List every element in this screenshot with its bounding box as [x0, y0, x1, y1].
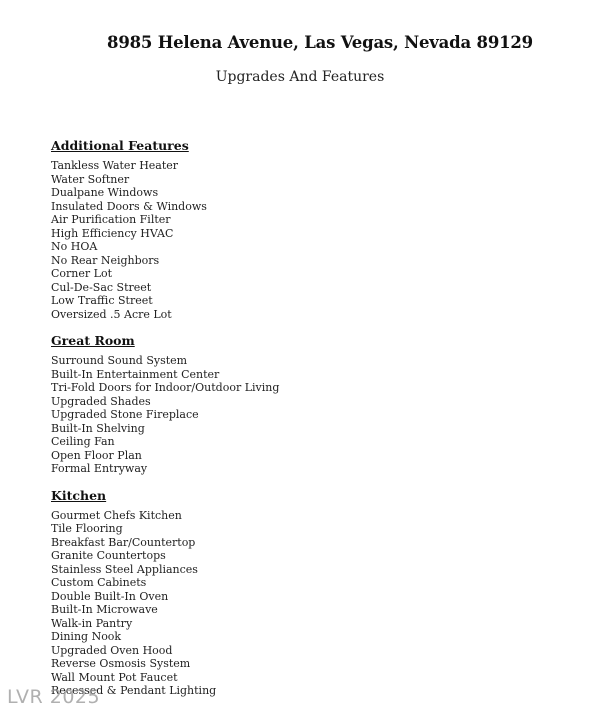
- document-subtitle: Upgrades And Features: [215, 69, 385, 85]
- list-item: Built-In Microwave: [51, 603, 158, 616]
- list-item: Gourmet Chefs Kitchen: [51, 508, 182, 522]
- section-heading: Additional Features: [51, 138, 189, 153]
- list-item: Reverse Osmosis System: [51, 657, 191, 670]
- list-item: No Rear Neighbors: [51, 253, 160, 267]
- list-item: Stainless Steel Appliances: [51, 562, 198, 576]
- list-item: Tile Flooring: [51, 522, 123, 535]
- list-item: Surround Sound System: [51, 354, 188, 367]
- list-item: Dining Nook: [51, 630, 122, 643]
- list-item: Corner Lot: [51, 267, 112, 280]
- list-item: Insulated Doors & Windows: [51, 199, 207, 213]
- list-item: Wall Mount Pot Faucet: [51, 670, 178, 684]
- list-item: Low Traffic Street: [51, 294, 153, 307]
- list-item: Walk-in Pantry: [51, 616, 133, 630]
- list-item: Custom Cabinets: [51, 576, 147, 589]
- list-item: Granite Countertops: [51, 549, 166, 562]
- list-item: Air Purification Filter: [51, 213, 171, 226]
- watermark: LVR 2025: [7, 686, 101, 708]
- feature-list: [51, 159, 591, 321]
- features-sections: [51, 138, 591, 710]
- section-heading: Great Room: [51, 333, 135, 348]
- section-great-room: [51, 333, 591, 476]
- list-item: Dualpane Windows: [51, 186, 159, 199]
- list-item: Upgraded Stone Fireplace: [51, 408, 199, 421]
- list-item: Double Built-In Oven: [51, 589, 169, 603]
- list-item: High Efficiency HVAC: [51, 226, 174, 240]
- section-heading: Kitchen: [51, 487, 107, 503]
- feature-list: [51, 354, 591, 476]
- feature-list: [51, 509, 591, 698]
- list-item: Ceiling Fan: [51, 435, 115, 448]
- list-item: Cul-De-Sac Street: [51, 280, 152, 294]
- list-item: Tankless Water Heater: [51, 159, 179, 172]
- list-item: Built-In Shelving: [51, 421, 145, 435]
- list-item: Oversized .5 Acre Lot: [51, 307, 172, 321]
- list-item: Tri-Fold Doors for Indoor/Outdoor Living: [51, 381, 280, 394]
- list-item: Water Softner: [51, 172, 130, 186]
- document-title: 8985 Helena Avenue, Las Vegas, Nevada 89129: [107, 33, 533, 52]
- list-item: Formal Entryway: [51, 462, 148, 475]
- section-additional-features: [51, 138, 591, 321]
- list-item: Recessed & Pendant Lighting: [51, 684, 217, 697]
- list-item: Built-In Entertainment Center: [51, 367, 220, 381]
- list-item: No HOA: [51, 240, 98, 253]
- list-item: Open Floor Plan: [51, 448, 142, 462]
- list-item: Breakfast Bar/Countertop: [51, 535, 196, 549]
- section-kitchen: [51, 488, 591, 698]
- list-item: Upgraded Shades: [51, 394, 151, 408]
- list-item: Upgraded Oven Hood: [51, 643, 173, 657]
